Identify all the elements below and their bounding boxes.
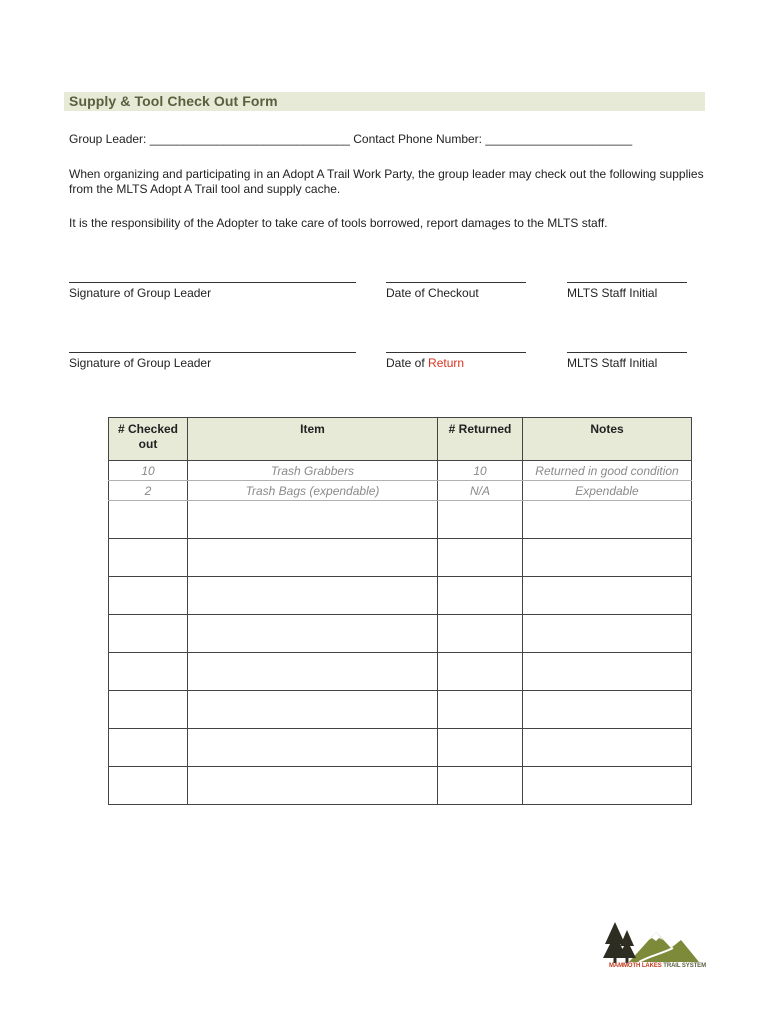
logo-text-part1: MAMMOTH LAKES [609,963,662,969]
blank-cell[interactable] [523,653,692,691]
blank-cell[interactable] [438,691,523,729]
blank-cell[interactable] [523,767,692,805]
blank-cell[interactable] [188,653,438,691]
blank-cell[interactable] [109,539,188,577]
return-date-line [386,352,526,353]
checkout-table [108,417,692,805]
table-row-blank[interactable] [109,653,692,691]
cell-returned: N/A [438,481,523,501]
mountain-icon [629,932,699,962]
header-notes: Notes [523,418,692,461]
table-row-blank[interactable] [109,539,692,577]
blank-cell[interactable] [438,577,523,615]
table-row [109,481,692,501]
return-date-label-prefix: Date of [386,356,429,370]
table-row-blank[interactable] [109,729,692,767]
blank-cell[interactable] [523,729,692,767]
cell-item: Trash Bags (expendable) [188,481,438,501]
blank-cell[interactable] [188,729,438,767]
blank-cell[interactable] [523,691,692,729]
group-leader-contact-line: Group Leader: ______________________________ Contact Phone Number: ______________________ [69,132,633,146]
cell-checked-out: 2 [109,481,188,501]
table-row-blank[interactable] [109,501,692,539]
blank-cell[interactable] [188,577,438,615]
blank-cell[interactable] [523,501,692,539]
header-returned: # Returned [438,418,523,461]
blank-cell[interactable] [438,729,523,767]
blank-cell[interactable] [109,691,188,729]
table-row [109,461,692,481]
table-row-blank[interactable] [109,577,692,615]
table-row-blank[interactable] [109,691,692,729]
blank-cell[interactable] [188,501,438,539]
form-title: Supply & Tool Check Out Form [69,93,278,109]
checkout-staff-line [567,282,687,283]
blank-cell[interactable] [438,501,523,539]
table-row-blank[interactable] [109,615,692,653]
cell-item: Trash Grabbers [188,461,438,481]
blank-cell[interactable] [188,539,438,577]
blank-cell[interactable] [109,501,188,539]
blank-cell[interactable] [188,691,438,729]
pine-tree-icon [603,922,636,963]
cell-returned: 10 [438,461,523,481]
cell-notes: Returned in good condition [523,461,692,481]
blank-cell[interactable] [438,653,523,691]
blank-cell[interactable] [438,767,523,805]
header-checked-out: # Checked out [109,418,188,461]
return-signature-line [69,352,356,353]
intro-paragraph: When organizing and participating in an Adopt A Trail Work Party, the group leader may check out the following supplies from the MLTS Adopt A Trail tool and supply cache. [69,167,704,196]
checkout-signature-label: Signature of Group Leader [69,286,212,300]
table-header-row [109,418,692,461]
blank-cell[interactable] [109,653,188,691]
blank-cell[interactable] [109,767,188,805]
cell-notes: Expendable [523,481,692,501]
blank-cell[interactable] [109,615,188,653]
blank-cell[interactable] [438,615,523,653]
checkout-signature-line [69,282,356,283]
checkout-staff-label: MLTS Staff Initial [567,286,658,300]
blank-cell[interactable] [523,615,692,653]
blank-cell[interactable] [438,539,523,577]
table-row-blank[interactable] [109,767,692,805]
logo-text-part2: TRAIL SYSTEM [663,963,706,969]
form-title-bar [64,92,705,111]
return-staff-line [567,352,687,353]
cell-checked-out: 10 [109,461,188,481]
blank-cell[interactable] [523,577,692,615]
responsibility-paragraph: It is the responsibility of the Adopter to take care of tools borrowed, report damages to the MLTS staff. [69,216,608,230]
blank-cell[interactable] [188,767,438,805]
return-date-label [386,356,464,370]
return-date-label-highlight: Return [428,356,465,370]
blank-cell[interactable] [523,539,692,577]
checkout-date-label: Date of Checkout [386,286,479,300]
blank-cell[interactable] [109,729,188,767]
return-staff-label: MLTS Staff Initial [567,356,658,370]
logo-wordmark [609,963,706,969]
blank-cell[interactable] [188,615,438,653]
header-item: Item [188,418,438,461]
return-signature-label: Signature of Group Leader [69,356,212,370]
blank-cell[interactable] [109,577,188,615]
checkout-date-line [386,282,526,283]
